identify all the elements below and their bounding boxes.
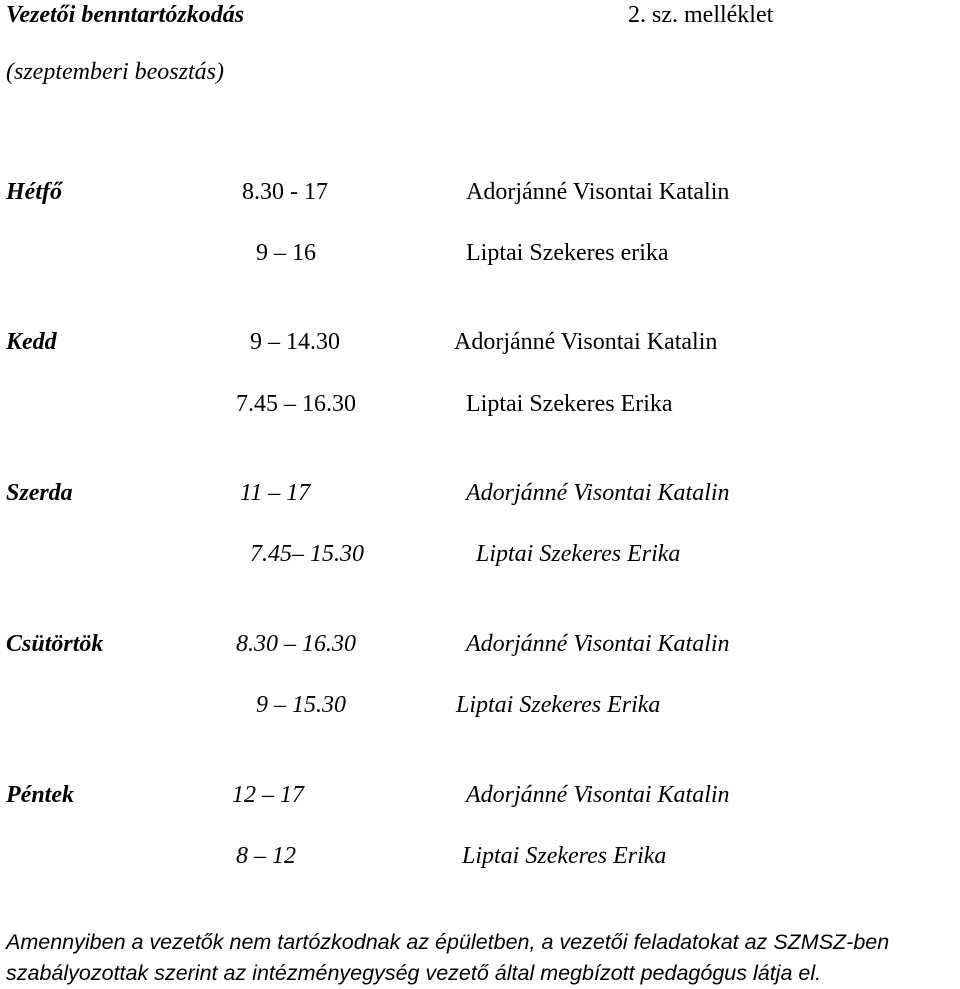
person-monday-1: Adorjánné Visontai Katalin [466, 179, 730, 205]
time-wednesday-2: 7.45– 15.30 [250, 541, 364, 567]
day-label-monday: Hétfő [6, 179, 62, 205]
time-thursday-1: 8.30 – 16.30 [236, 631, 356, 657]
person-tuesday-1: Adorjánné Visontai Katalin [454, 329, 718, 355]
person-wednesday-1: Adorjánné Visontai Katalin [466, 480, 730, 506]
annex-label: 2. sz. melléklet [628, 2, 774, 28]
time-wednesday-1: 11 – 17 [240, 480, 311, 506]
time-tuesday-1: 9 – 14.30 [250, 329, 340, 355]
day-label-tuesday: Kedd [6, 329, 57, 355]
time-monday-2: 9 – 16 [256, 240, 316, 266]
person-thursday-2: Liptai Szekeres Erika [456, 692, 661, 718]
person-tuesday-2: Liptai Szekeres Erika [466, 391, 673, 417]
time-friday-1: 12 – 17 [232, 782, 304, 808]
time-thursday-2: 9 – 15.30 [256, 692, 346, 718]
person-monday-2: Liptai Szekeres erika [466, 240, 669, 266]
footer-note-line-1: Amennyiben a vezetők nem tartózkodnak az épületben, a vezetői feladatokat az SZMSZ-ben [6, 930, 890, 954]
person-friday-1: Adorjánné Visontai Katalin [466, 782, 730, 808]
document-title: Vezetői benntartózkodás [6, 2, 245, 28]
day-label-friday: Péntek [6, 782, 74, 808]
day-label-thursday: Csütörtök [6, 631, 104, 657]
time-tuesday-2: 7.45 – 16.30 [236, 391, 356, 417]
person-thursday-1: Adorjánné Visontai Katalin [466, 631, 730, 657]
time-monday-1: 8.30 - 17 [242, 179, 328, 205]
day-label-wednesday: Szerda [6, 480, 73, 506]
time-friday-2: 8 – 12 [236, 843, 296, 869]
person-friday-2: Liptai Szekeres Erika [462, 843, 667, 869]
document-subtitle: (szeptemberi beosztás) [6, 59, 224, 85]
footer-note-line-2: szabályozottak szerint az intézményegység vezető által megbízott pedagógus látja el. [6, 961, 822, 985]
person-wednesday-2: Liptai Szekeres Erika [476, 541, 681, 567]
